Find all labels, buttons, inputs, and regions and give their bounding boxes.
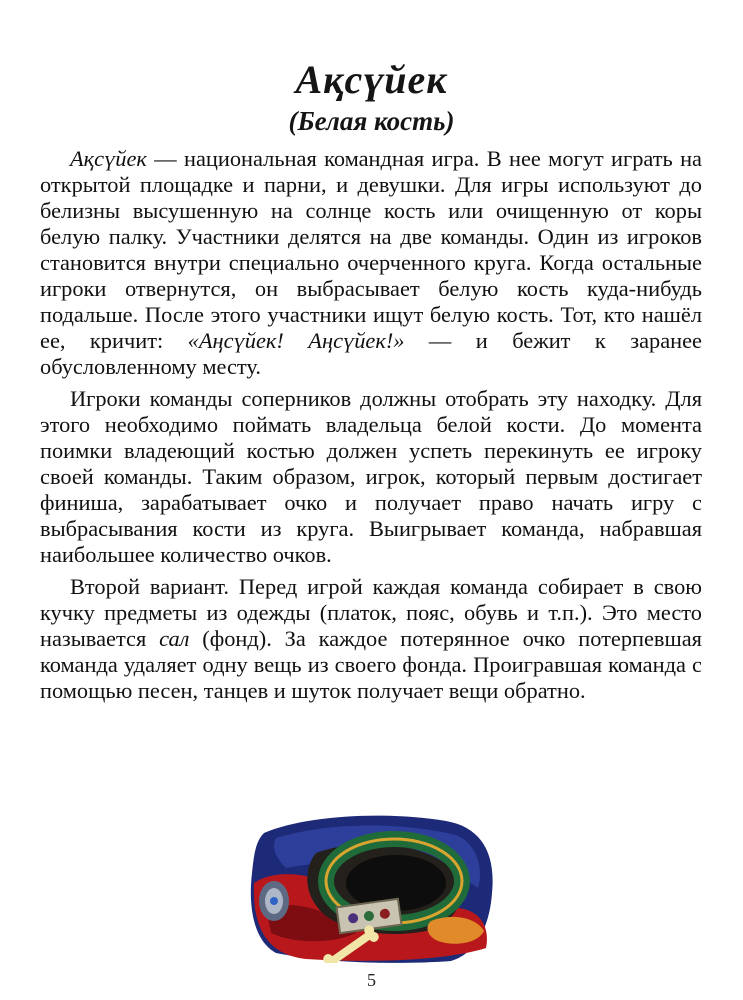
page-number: 5 xyxy=(367,970,376,990)
paragraph-2: Игроки команды соперников должны отобрать эту находку. Для этого необходимо поймать владельца белой кости. До момента поимки владеющий костью должен успеть перекинуть ее игроку своей команды. Таким образом, игрок, который первым достигает финиша, зарабатывает очко и получает право начать игру с выбрасывания кости из круга. Выигрывает команда, набравшая наибольшее количество очков. xyxy=(40,386,702,567)
game-shout: «Аңсүйек! Аңсүйек!» xyxy=(187,328,405,353)
paragraph-1-text-a: — национальная командная игра. В нее могут играть на открытой площадке и парни, и девушки. Для игры используют до белизны высушенную на солнце кость или очищенную от коры белую палку. Участники делятся на две команды. Один из игроков становится внутри специально очерченного круга. Когда остальные игроки отвернутся, он выбрасывает белую кость куда-нибудь подальше. После этого участники ищут белую кость. Тот, кто нашёл ее, кричит: xyxy=(40,146,702,353)
silver-bracelet xyxy=(259,881,289,921)
paragraph-1 xyxy=(40,146,702,380)
paragraph-3-text-a: Второй вариант. Перед игрой каждая команда собирает в свою кучку предметы из одежды (платок, пояс, обувь и т.п.). Это место называется xyxy=(40,574,702,651)
paragraph-3-text-b: (фонд). За каждое потерянное очко потерпевшая команда удаляет одну вещь из своего фонда. Проигравшая команда с помощью песен, танцев и шуток получает вещи обратно. xyxy=(40,626,702,703)
term-sal: сал xyxy=(159,626,190,651)
article-body xyxy=(40,146,702,710)
page-subtitle: (Белая кость) xyxy=(288,106,455,136)
page-title: Ақсүйек xyxy=(295,57,448,102)
paragraph-1-text-b: — и бежит к заранее обусловленному месту. xyxy=(40,328,702,379)
game-items-illustration xyxy=(246,813,498,963)
paragraph-3 xyxy=(40,574,702,704)
game-name: Ақсүйек xyxy=(70,146,147,171)
